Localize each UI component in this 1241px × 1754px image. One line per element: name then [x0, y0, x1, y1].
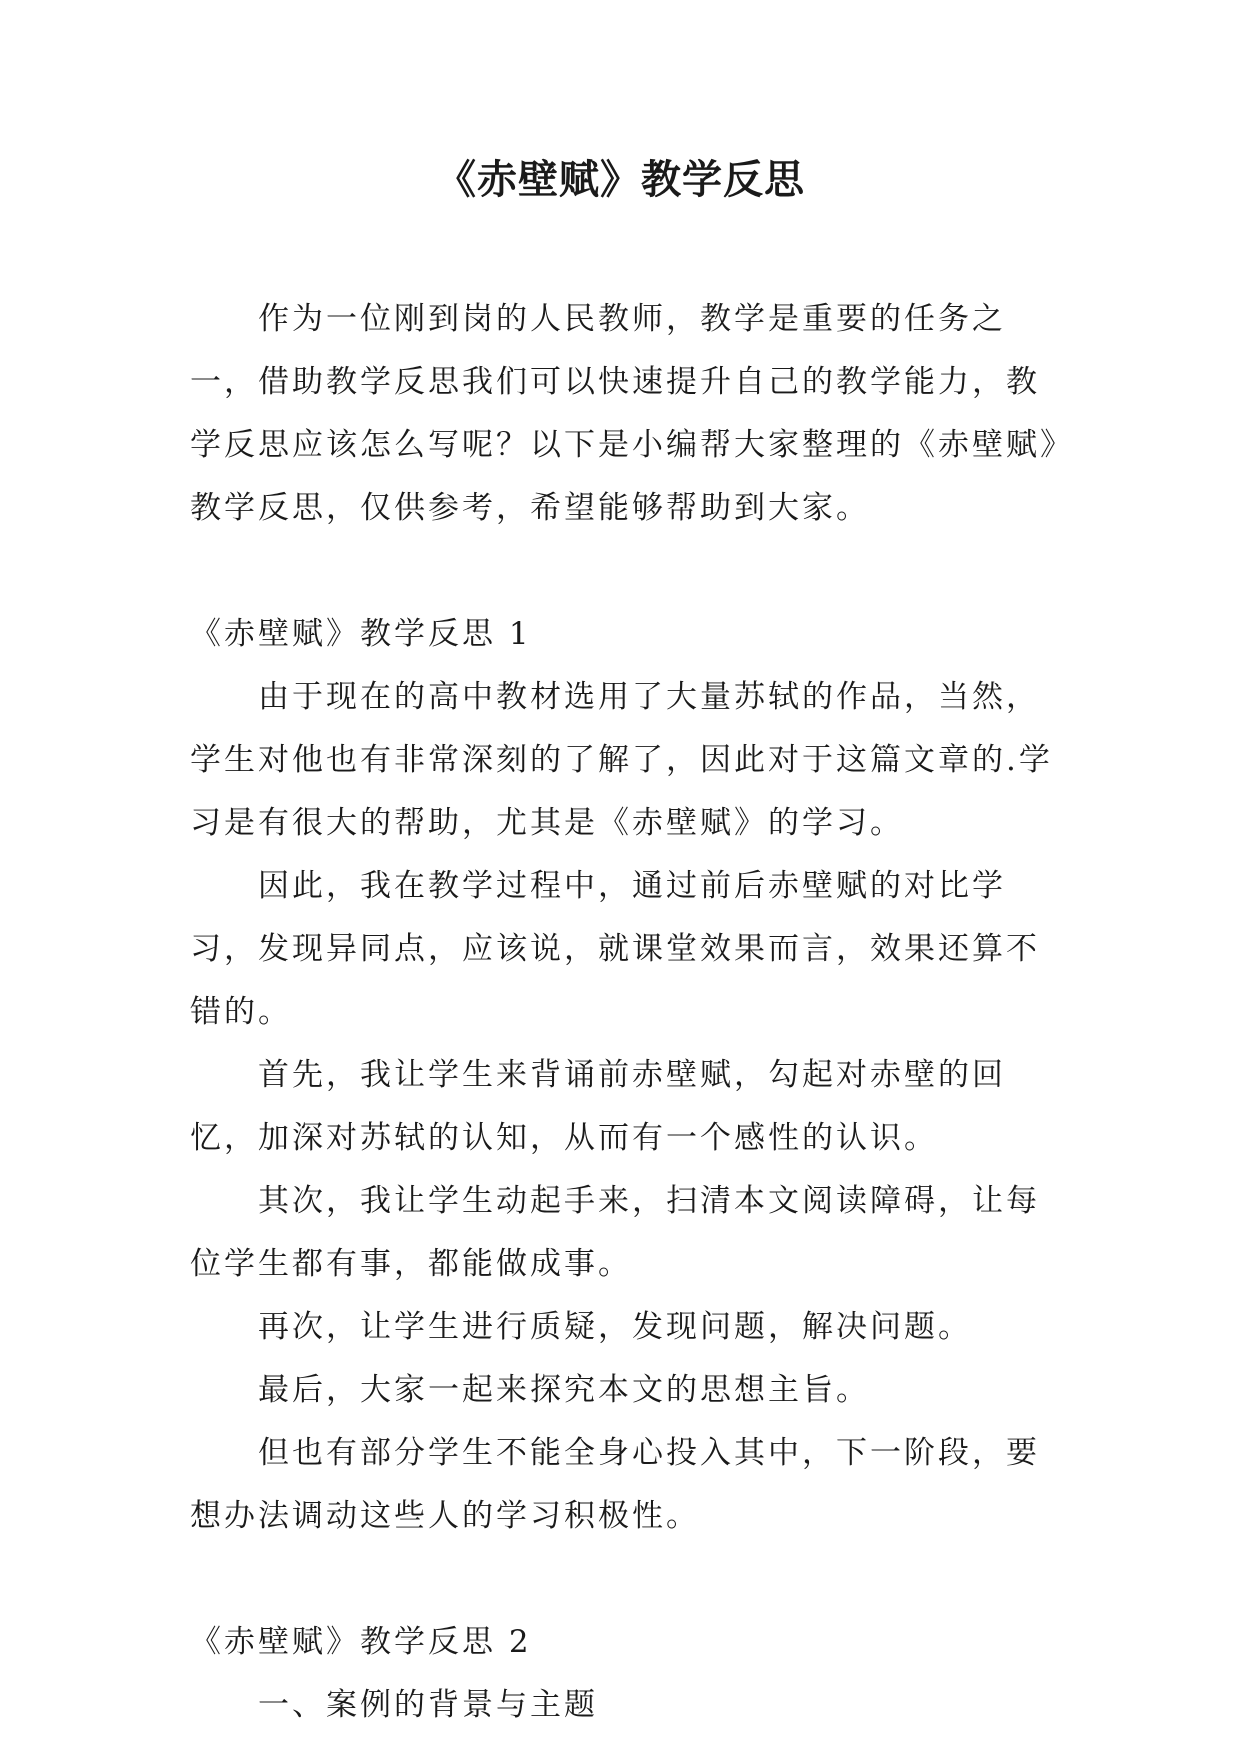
section-1-paragraph-7: 但也有部分学生不能全身心投入其中，下一阶段，要想办法调动这些人的学习积极性。: [190, 1435, 1040, 1534]
document-body: [190, 288, 1070, 1737]
section-1-paragraph-3: 首先，我让学生来背诵前赤壁赋，勾起对赤壁的回忆，加深对苏轼的认知，从而有一个感性的认识。: [190, 1057, 1006, 1156]
section-2-heading: 《赤壁赋》教学反思 2: [190, 1624, 532, 1660]
section-gap: [190, 1548, 1070, 1611]
section-gap: [190, 540, 1070, 603]
section-1-paragraph-5: 再次，让学生进行质疑，发现问题，解决问题。: [258, 1309, 972, 1345]
section-1-heading: 《赤壁赋》教学反思 1: [190, 616, 532, 652]
intro-paragraph: 作为一位刚到岗的人民教师，教学是重要的任务之一，借助教学反思我们可以快速提升自己的教学能力，教学反思应该怎么写呢？以下是小编帮大家整理的《赤壁赋》教学反思，仅供参考，希望能够帮助到大家。: [190, 301, 1059, 526]
section-2-paragraph-1: 一、案例的背景与主题: [258, 1687, 598, 1723]
section-1-paragraph-4: 其次，我让学生动起手来，扫清本文阅读障碍，让每位学生都有事，都能做成事。: [190, 1183, 1040, 1282]
document-title: 《赤壁赋》教学反思: [436, 157, 805, 203]
section-1-paragraph-1: 由于现在的高中教材选用了大量苏轼的作品，当然，学生对他也有非常深刻的了解了，因此对于这篇文章的.学习是有很大的帮助，尤其是《赤壁赋》的学习。: [190, 679, 1053, 841]
section-1-paragraph-2: 因此，我在教学过程中，通过前后赤壁赋的对比学习，发现异同点，应该说，就课堂效果而言，效果还算不错的。: [190, 868, 1040, 1030]
section-1-paragraph-6: 最后，大家一起来探究本文的思想主旨。: [258, 1372, 870, 1408]
